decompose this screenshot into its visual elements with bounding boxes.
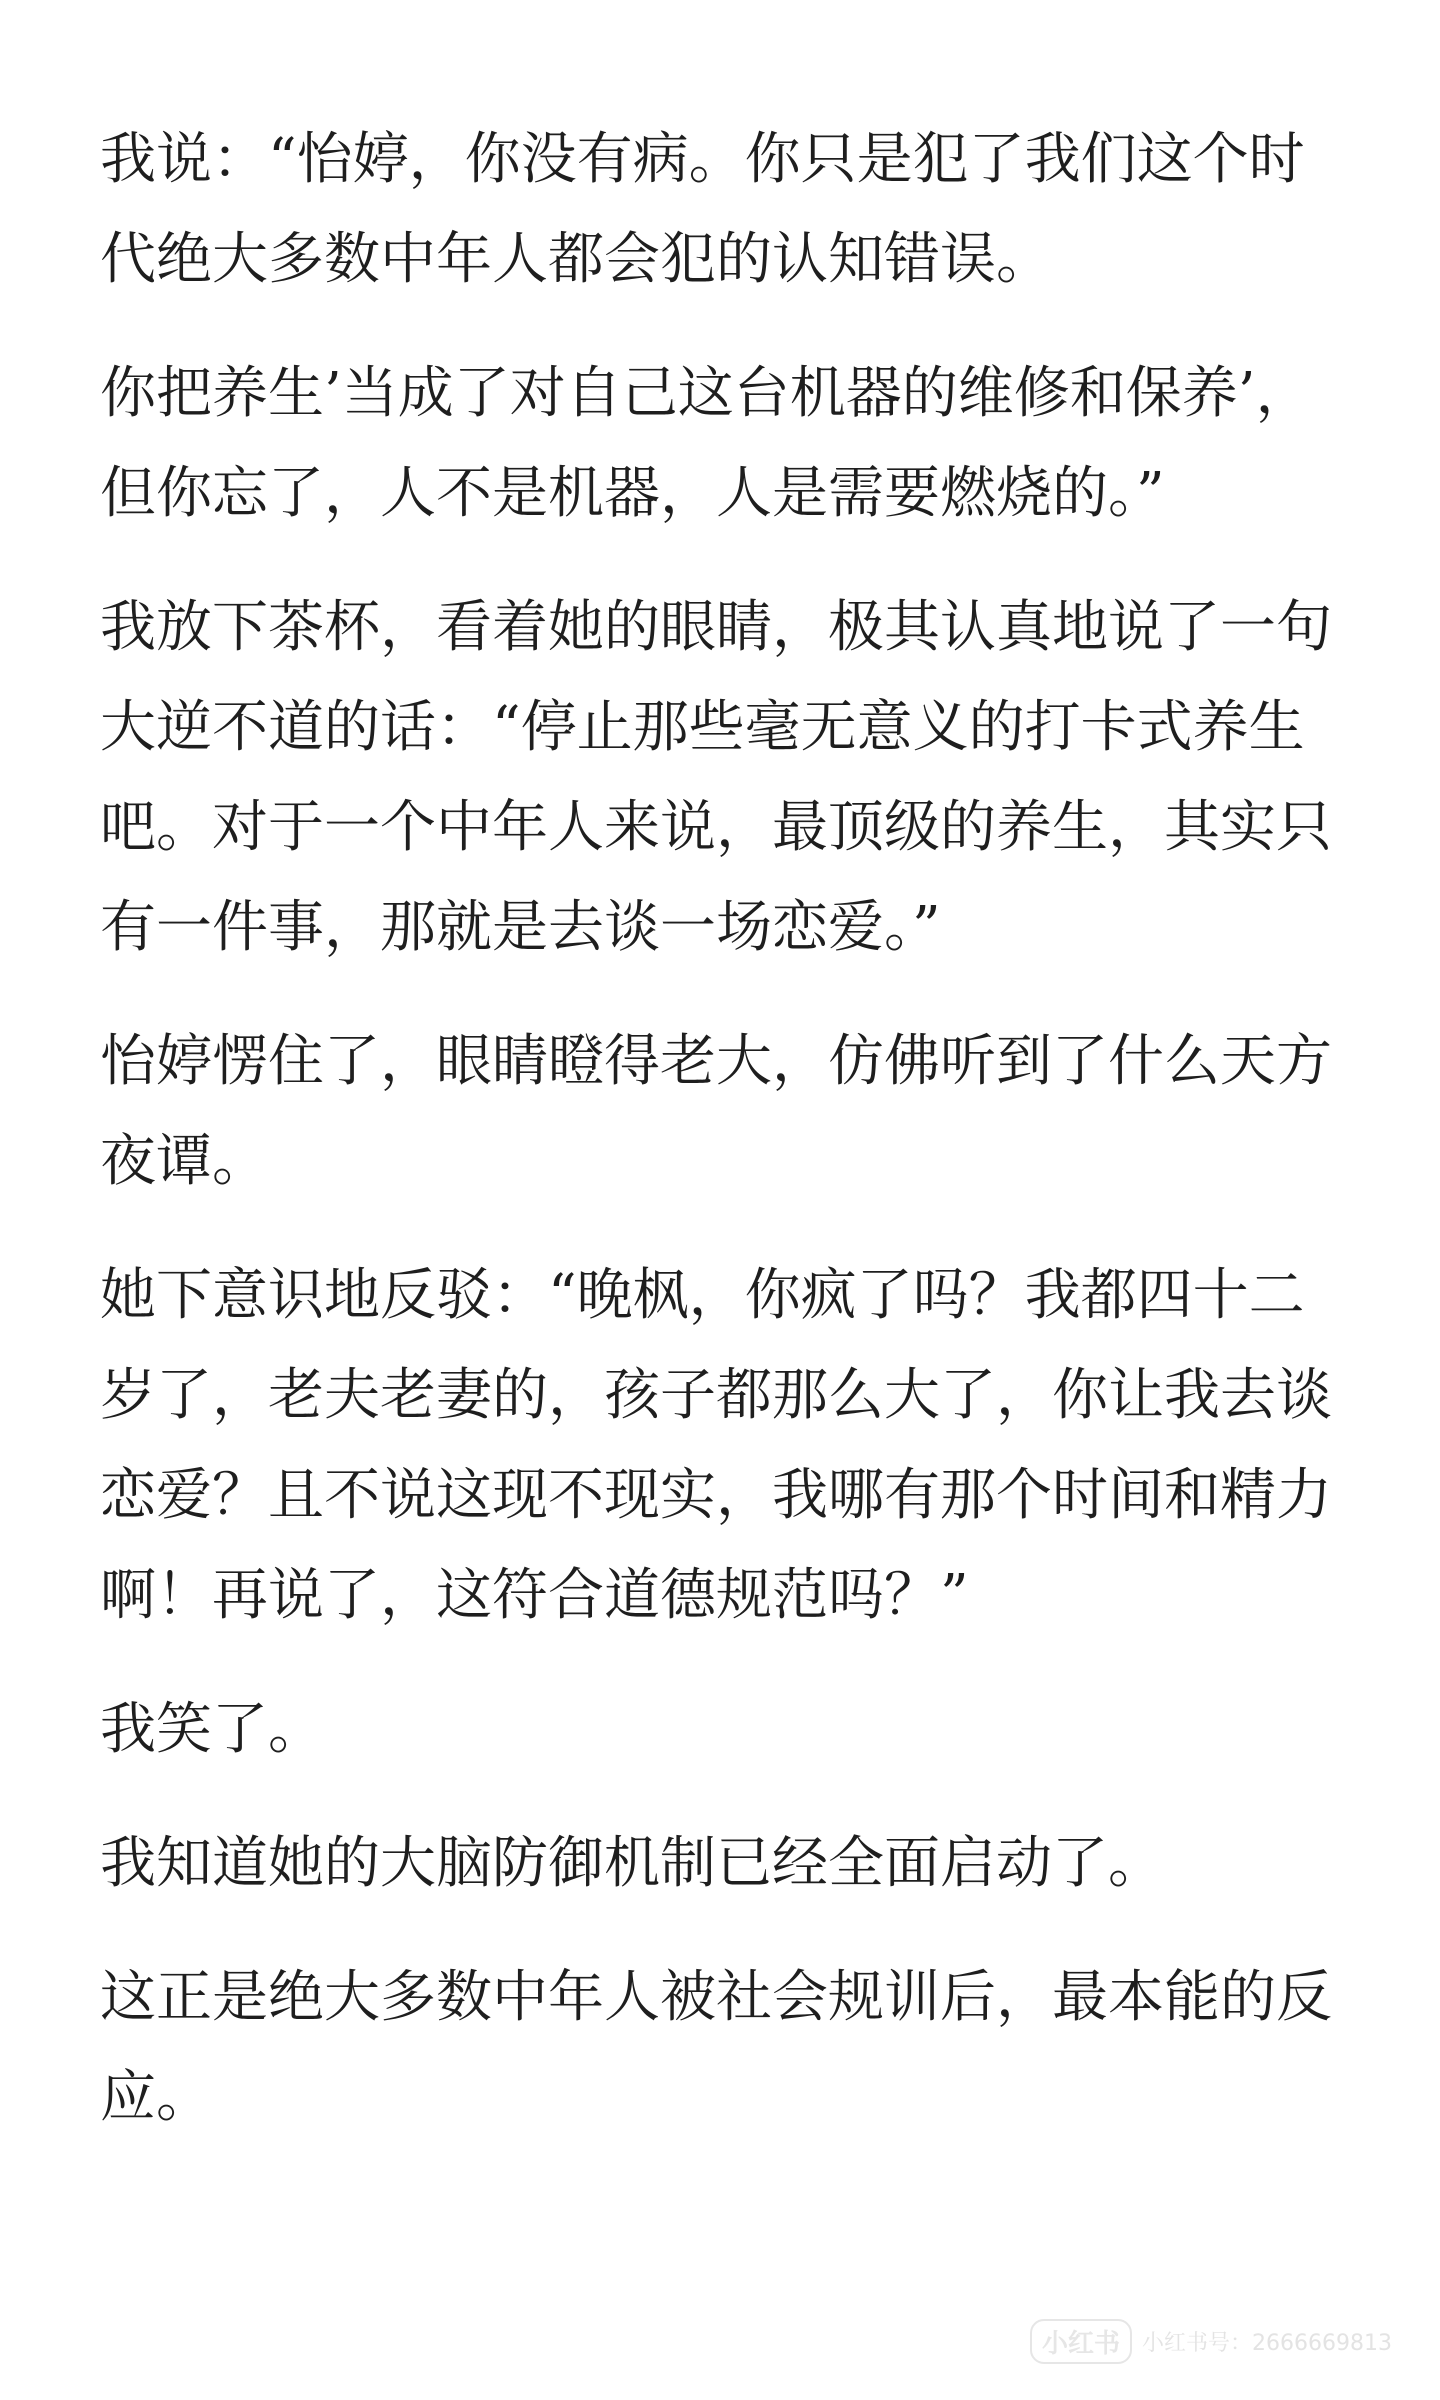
paragraph: 我笑了。 [100, 1697, 324, 1762]
watermark-text: 小红书号：2666669813 [1142, 2331, 1392, 2356]
watermark [1030, 2319, 1392, 2364]
paragraph: 这正是绝大多数中年人被社会规训后，最本能的反应。 [100, 1965, 1332, 2130]
paragraph: 我说：“怡婷，你没有病。你只是犯了我们这个时代绝大多数中年人都会犯的认知错误。 [100, 127, 1305, 292]
paragraph: 她下意识地反驳：“晚枫，你疯了吗？我都四十二岁了，老夫老妻的，孩子都那么大了，你让我去谈恋爱？且不说这现不现实，我哪有那个时间和精力啊！再说了，这符合道德规范吗？” [100, 1263, 1332, 1628]
article-body [100, 110, 1340, 2182]
paragraph: 我放下茶杯，看着她的眼睛，极其认真地说了一句大逆不道的话：“停止那些毫无意义的打卡式养生吧。对于一个中年人来说，最顶级的养生，其实只有一件事，那就是去谈一场恋爱。” [100, 595, 1332, 960]
paragraph: 我知道她的大脑防御机制已经全面启动了。 [100, 1831, 1164, 1896]
paragraph: 怡婷愣住了，眼睛瞪得老大，仿佛听到了什么天方夜谭。 [100, 1029, 1332, 1194]
watermark-logo-icon: 小红书 [1030, 2319, 1132, 2364]
paragraph: 你把养生’当成了对自己这台机器的维修和保养’，但你忘了，人不是机器，人是需要燃烧的。” [100, 361, 1312, 526]
